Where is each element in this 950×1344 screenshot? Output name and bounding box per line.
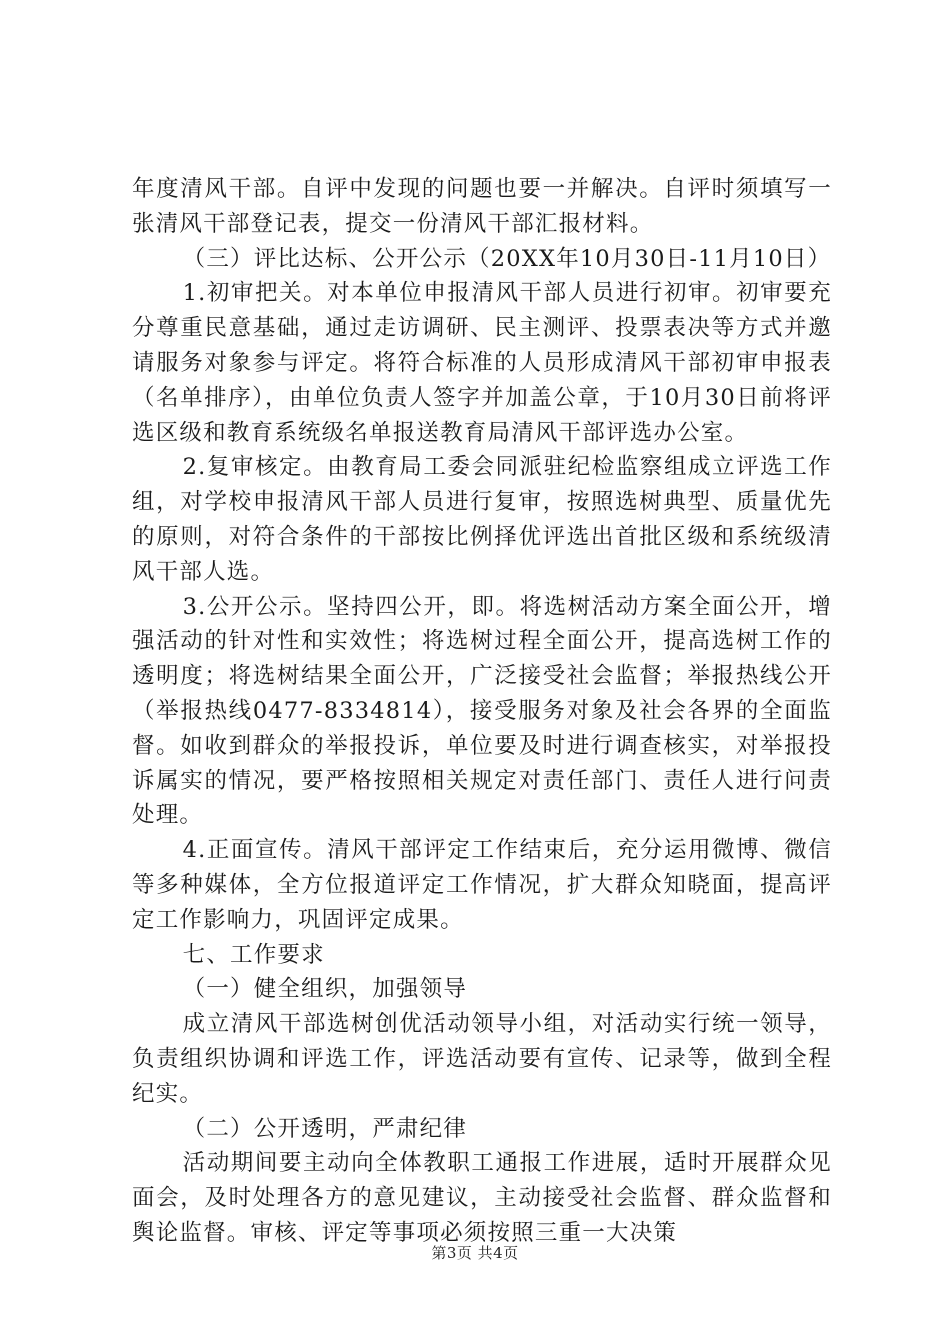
section-heading-7: 七、工作要求 bbox=[182, 941, 325, 968]
page-footer: 第3页 共4页 bbox=[431, 1244, 519, 1262]
paragraph-publicity: 4.正面宣传。清风干部评定工作结束后，充分运用微博、微信等多种媒体，全方位报道评定工作情况，扩大群众知晓面，提高评定工作影响力，巩固评定成果。 bbox=[132, 837, 832, 933]
subheading-2: （二）公开透明，严肃纪律 bbox=[182, 1115, 468, 1142]
paragraph-organization: 成立清风干部选树创优活动领导小组，对活动实行统一领导，负责组织协调和评选工作，评选活动要有宣传、记录等，做到全程纪实。 bbox=[132, 1011, 832, 1107]
paragraph-1: 年度清风干部。自评中发现的问题也要一并解决。自评时须填写一张清风干部登记表，提交一份清风干部汇报材料。 bbox=[132, 176, 832, 237]
paragraph-transparency: 活动期间要主动向全体教职工通报工作进展，适时开展群众见面会，及时处理各方的意见建议，主动接受社会监督、群众监督和舆论监督。审核、评定等事项必须按照三重一大决策 bbox=[132, 1150, 832, 1246]
paragraph-initial-review: 1.初审把关。对本单位申报清风干部人员进行初审。初审要充分尊重民意基础，通过走访调研、民主测评、投票表决等方式并邀请服务对象参与评定。将符合标准的人员形成清风干部初审申报表（名单排序），由单位负责人签字并加盖公章，于10月30日前将评选区级和教育系统级名单报送教育局清风干部评选办公室。 bbox=[132, 280, 832, 446]
paragraph-public-notice: 3.公开公示。坚持四公开，即。将选树活动方案全面公开，增强活动的针对性和实效性；将选树过程全面公开，提高选树工作的透明度；将选树结果全面公开，广泛接受社会监督；举报热线公开（举报热线0477-8334814），接受服务对象及社会各界的全面监督。如收到群众的举报投诉，单位要及时进行调查核实，对举报投诉属实的情况，要严格按照相关规定对责任部门、责任人进行问责处理。 bbox=[132, 593, 832, 829]
paragraph-re-review: 2.复审核定。由教育局工委会同派驻纪检监察组成立评选工作组，对学校申报清风干部人员进行复审，按照选树典型、质量优先的原则，对符合条件的干部按比例择优评选出首批区级和系统级清风干部人选。 bbox=[132, 454, 832, 585]
subheading-1: （一）健全组织，加强领导 bbox=[182, 976, 468, 1003]
document-body bbox=[132, 172, 832, 1251]
section-heading-3: （三）评比达标、公开公示（20XX年10月30日-11月10日） bbox=[182, 245, 832, 272]
